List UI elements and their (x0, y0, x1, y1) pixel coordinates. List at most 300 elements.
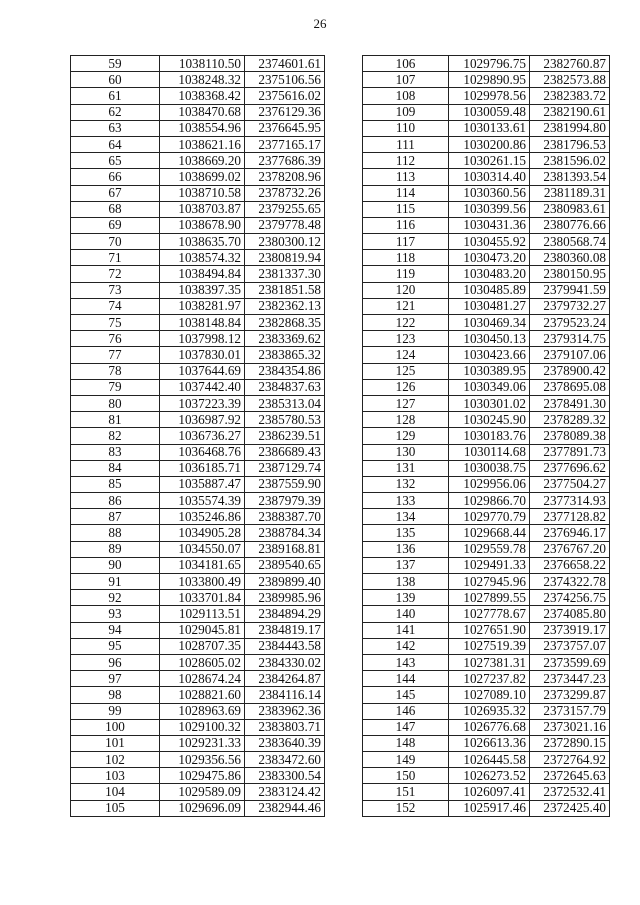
y-coordinate-cell: 2373021.16 (530, 719, 610, 735)
y-coordinate-cell: 2382760.87 (530, 56, 610, 72)
table-row (71, 136, 325, 152)
x-coordinate-cell: 1030431.36 (449, 217, 530, 233)
x-coordinate-cell: 1029668.44 (449, 525, 530, 541)
y-coordinate-cell: 2383472.60 (245, 752, 325, 768)
point-number-cell: 119 (363, 266, 449, 282)
point-number-cell: 101 (71, 735, 160, 751)
point-number-cell: 126 (363, 379, 449, 395)
y-coordinate-cell: 2383640.39 (245, 735, 325, 751)
x-coordinate-cell: 1030469.34 (449, 315, 530, 331)
y-coordinate-cell: 2380776.66 (530, 217, 610, 233)
x-coordinate-cell: 1034550.07 (160, 541, 245, 557)
table-row (363, 525, 610, 541)
x-coordinate-cell: 1037644.69 (160, 363, 245, 379)
x-coordinate-cell: 1027237.82 (449, 671, 530, 687)
point-number-cell: 78 (71, 363, 160, 379)
table-row (71, 169, 325, 185)
x-coordinate-cell: 1030423.66 (449, 347, 530, 363)
x-coordinate-cell: 1029589.09 (160, 784, 245, 800)
point-number-cell: 127 (363, 395, 449, 411)
x-coordinate-cell: 1038699.02 (160, 169, 245, 185)
point-number-cell: 114 (363, 185, 449, 201)
table-row (71, 784, 325, 800)
point-number-cell: 135 (363, 525, 449, 541)
y-coordinate-cell: 2383124.42 (245, 784, 325, 800)
point-number-cell: 61 (71, 88, 160, 104)
table-row (363, 395, 610, 411)
table-row (363, 315, 610, 331)
y-coordinate-cell: 2381337.30 (245, 266, 325, 282)
table-row (363, 590, 610, 606)
y-coordinate-cell: 2384354.86 (245, 363, 325, 379)
x-coordinate-cell: 1035574.39 (160, 493, 245, 509)
x-coordinate-cell: 1030301.02 (449, 395, 530, 411)
point-number-cell: 134 (363, 509, 449, 525)
point-number-cell: 122 (363, 315, 449, 331)
x-coordinate-cell: 1037998.12 (160, 331, 245, 347)
y-coordinate-cell: 2378491.30 (530, 395, 610, 411)
point-number-cell: 71 (71, 250, 160, 266)
table-row (71, 282, 325, 298)
table-row (71, 460, 325, 476)
x-coordinate-cell: 1030133.61 (449, 120, 530, 136)
y-coordinate-cell: 2382868.35 (245, 315, 325, 331)
y-coordinate-cell: 2374601.61 (245, 56, 325, 72)
coordinates-table-right (362, 55, 610, 817)
y-coordinate-cell: 2384837.63 (245, 379, 325, 395)
y-coordinate-cell: 2384116.14 (245, 687, 325, 703)
table-row (363, 412, 610, 428)
y-coordinate-cell: 2383803.71 (245, 719, 325, 735)
point-number-cell: 147 (363, 719, 449, 735)
table-row (71, 234, 325, 250)
table-row (363, 476, 610, 492)
point-number-cell: 73 (71, 282, 160, 298)
table-row (363, 703, 610, 719)
x-coordinate-cell: 1037830.01 (160, 347, 245, 363)
x-coordinate-cell: 1030349.06 (449, 379, 530, 395)
y-coordinate-cell: 2373447.23 (530, 671, 610, 687)
x-coordinate-cell: 1037442.40 (160, 379, 245, 395)
y-coordinate-cell: 2377314.93 (530, 493, 610, 509)
table-row (71, 250, 325, 266)
table-row (71, 476, 325, 492)
x-coordinate-cell: 1026445.58 (449, 752, 530, 768)
y-coordinate-cell: 2377128.82 (530, 509, 610, 525)
point-number-cell: 116 (363, 217, 449, 233)
x-coordinate-cell: 1030389.95 (449, 363, 530, 379)
x-coordinate-cell: 1029890.95 (449, 72, 530, 88)
x-coordinate-cell: 1038554.96 (160, 120, 245, 136)
x-coordinate-cell: 1034181.65 (160, 557, 245, 573)
x-coordinate-cell: 1027778.67 (449, 606, 530, 622)
x-coordinate-cell: 1029231.33 (160, 735, 245, 751)
point-number-cell: 103 (71, 768, 160, 784)
table-row (71, 541, 325, 557)
y-coordinate-cell: 2375106.56 (245, 72, 325, 88)
point-number-cell: 99 (71, 703, 160, 719)
point-number-cell: 115 (363, 201, 449, 217)
table-row (71, 153, 325, 169)
point-number-cell: 143 (363, 654, 449, 670)
y-coordinate-cell: 2380150.95 (530, 266, 610, 282)
y-coordinate-cell: 2388784.34 (245, 525, 325, 541)
point-number-cell: 59 (71, 56, 160, 72)
x-coordinate-cell: 1036987.92 (160, 412, 245, 428)
table-row (71, 185, 325, 201)
table-row (71, 654, 325, 670)
point-number-cell: 67 (71, 185, 160, 201)
point-number-cell: 111 (363, 136, 449, 152)
y-coordinate-cell: 2379523.24 (530, 315, 610, 331)
x-coordinate-cell: 1038397.35 (160, 282, 245, 298)
point-number-cell: 60 (71, 72, 160, 88)
point-number-cell: 112 (363, 153, 449, 169)
x-coordinate-cell: 1030481.27 (449, 298, 530, 314)
point-number-cell: 151 (363, 784, 449, 800)
point-number-cell: 128 (363, 412, 449, 428)
x-coordinate-cell: 1033701.84 (160, 590, 245, 606)
x-coordinate-cell: 1035887.47 (160, 476, 245, 492)
table-row (71, 735, 325, 751)
point-number-cell: 86 (71, 493, 160, 509)
table-row (71, 201, 325, 217)
table-row (363, 800, 610, 816)
table-row (363, 557, 610, 573)
y-coordinate-cell: 2389540.65 (245, 557, 325, 573)
y-coordinate-cell: 2382573.88 (530, 72, 610, 88)
point-number-cell: 70 (71, 234, 160, 250)
table-row (71, 719, 325, 735)
point-number-cell: 136 (363, 541, 449, 557)
x-coordinate-cell: 1030483.20 (449, 266, 530, 282)
table-row (71, 574, 325, 590)
table-row (363, 428, 610, 444)
point-number-cell: 133 (363, 493, 449, 509)
x-coordinate-cell: 1034905.28 (160, 525, 245, 541)
table-row (363, 298, 610, 314)
table-row (71, 752, 325, 768)
x-coordinate-cell: 1030245.90 (449, 412, 530, 428)
y-coordinate-cell: 2384443.58 (245, 638, 325, 654)
table-row (363, 654, 610, 670)
x-coordinate-cell: 1030360.56 (449, 185, 530, 201)
x-coordinate-cell: 1038281.97 (160, 298, 245, 314)
y-coordinate-cell: 2387559.90 (245, 476, 325, 492)
table-row (71, 671, 325, 687)
y-coordinate-cell: 2372425.40 (530, 800, 610, 816)
point-number-cell: 64 (71, 136, 160, 152)
y-coordinate-cell: 2383300.54 (245, 768, 325, 784)
y-coordinate-cell: 2380568.74 (530, 234, 610, 250)
x-coordinate-cell: 1030399.56 (449, 201, 530, 217)
table-row (71, 638, 325, 654)
y-coordinate-cell: 2378289.32 (530, 412, 610, 428)
x-coordinate-cell: 1029696.09 (160, 800, 245, 816)
point-number-cell: 117 (363, 234, 449, 250)
table-row (363, 266, 610, 282)
y-coordinate-cell: 2380300.12 (245, 234, 325, 250)
point-number-cell: 137 (363, 557, 449, 573)
table-row (71, 412, 325, 428)
x-coordinate-cell: 1029356.56 (160, 752, 245, 768)
x-coordinate-cell: 1033800.49 (160, 574, 245, 590)
point-number-cell: 129 (363, 428, 449, 444)
table-row (71, 703, 325, 719)
x-coordinate-cell: 1028707.35 (160, 638, 245, 654)
x-coordinate-cell: 1036468.76 (160, 444, 245, 460)
table-row (71, 379, 325, 395)
point-number-cell: 65 (71, 153, 160, 169)
y-coordinate-cell: 2383865.32 (245, 347, 325, 363)
point-number-cell: 113 (363, 169, 449, 185)
table-row (71, 72, 325, 88)
point-number-cell: 82 (71, 428, 160, 444)
table-row (71, 525, 325, 541)
x-coordinate-cell: 1030114.68 (449, 444, 530, 460)
y-coordinate-cell: 2384330.02 (245, 654, 325, 670)
point-number-cell: 79 (71, 379, 160, 395)
y-coordinate-cell: 2379314.75 (530, 331, 610, 347)
table-row (363, 185, 610, 201)
y-coordinate-cell: 2381393.54 (530, 169, 610, 185)
table-row (363, 460, 610, 476)
table-row (71, 687, 325, 703)
x-coordinate-cell: 1030261.15 (449, 153, 530, 169)
table-row (71, 347, 325, 363)
y-coordinate-cell: 2385313.04 (245, 395, 325, 411)
table-row (363, 331, 610, 347)
point-number-cell: 150 (363, 768, 449, 784)
table-row (363, 671, 610, 687)
table-row (71, 493, 325, 509)
table-row (363, 88, 610, 104)
y-coordinate-cell: 2381189.31 (530, 185, 610, 201)
table-row (71, 298, 325, 314)
table-row (363, 282, 610, 298)
y-coordinate-cell: 2386239.51 (245, 428, 325, 444)
point-number-cell: 80 (71, 395, 160, 411)
table-row (363, 72, 610, 88)
table-row (363, 234, 610, 250)
y-coordinate-cell: 2387129.74 (245, 460, 325, 476)
x-coordinate-cell: 1029770.79 (449, 509, 530, 525)
table-row (71, 331, 325, 347)
point-number-cell: 98 (71, 687, 160, 703)
point-number-cell: 76 (71, 331, 160, 347)
y-coordinate-cell: 2377504.27 (530, 476, 610, 492)
table-row (363, 153, 610, 169)
y-coordinate-cell: 2380983.61 (530, 201, 610, 217)
x-coordinate-cell: 1029491.33 (449, 557, 530, 573)
point-number-cell: 123 (363, 331, 449, 347)
table-row (363, 347, 610, 363)
point-number-cell: 63 (71, 120, 160, 136)
table-row (71, 217, 325, 233)
point-number-cell: 89 (71, 541, 160, 557)
point-number-cell: 108 (363, 88, 449, 104)
point-number-cell: 68 (71, 201, 160, 217)
point-number-cell: 144 (363, 671, 449, 687)
y-coordinate-cell: 2382190.61 (530, 104, 610, 120)
x-coordinate-cell: 1029956.06 (449, 476, 530, 492)
table-row (363, 509, 610, 525)
y-coordinate-cell: 2378900.42 (530, 363, 610, 379)
table-row (363, 444, 610, 460)
point-number-cell: 83 (71, 444, 160, 460)
y-coordinate-cell: 2373599.69 (530, 654, 610, 670)
table-row (363, 574, 610, 590)
y-coordinate-cell: 2376645.95 (245, 120, 325, 136)
point-number-cell: 62 (71, 104, 160, 120)
y-coordinate-cell: 2378208.96 (245, 169, 325, 185)
point-number-cell: 145 (363, 687, 449, 703)
table-row (363, 541, 610, 557)
point-number-cell: 95 (71, 638, 160, 654)
y-coordinate-cell: 2388387.70 (245, 509, 325, 525)
x-coordinate-cell: 1038669.20 (160, 153, 245, 169)
x-coordinate-cell: 1028605.02 (160, 654, 245, 670)
table-row (363, 768, 610, 784)
y-coordinate-cell: 2380819.94 (245, 250, 325, 266)
y-coordinate-cell: 2376658.22 (530, 557, 610, 573)
point-number-cell: 148 (363, 735, 449, 751)
y-coordinate-cell: 2377165.17 (245, 136, 325, 152)
point-number-cell: 87 (71, 509, 160, 525)
y-coordinate-cell: 2381851.58 (245, 282, 325, 298)
point-number-cell: 100 (71, 719, 160, 735)
x-coordinate-cell: 1025917.46 (449, 800, 530, 816)
x-coordinate-cell: 1030450.13 (449, 331, 530, 347)
table-row (71, 120, 325, 136)
y-coordinate-cell: 2382362.13 (245, 298, 325, 314)
x-coordinate-cell: 1030473.20 (449, 250, 530, 266)
x-coordinate-cell: 1038248.32 (160, 72, 245, 88)
y-coordinate-cell: 2379778.48 (245, 217, 325, 233)
x-coordinate-cell: 1029559.78 (449, 541, 530, 557)
y-coordinate-cell: 2387979.39 (245, 493, 325, 509)
table-row (363, 719, 610, 735)
y-coordinate-cell: 2378732.26 (245, 185, 325, 201)
y-coordinate-cell: 2389899.40 (245, 574, 325, 590)
y-coordinate-cell: 2384894.29 (245, 606, 325, 622)
y-coordinate-cell: 2377696.62 (530, 460, 610, 476)
y-coordinate-cell: 2376767.20 (530, 541, 610, 557)
x-coordinate-cell: 1038368.42 (160, 88, 245, 104)
x-coordinate-cell: 1036185.71 (160, 460, 245, 476)
x-coordinate-cell: 1029796.75 (449, 56, 530, 72)
point-number-cell: 109 (363, 104, 449, 120)
y-coordinate-cell: 2379732.27 (530, 298, 610, 314)
table-row (363, 752, 610, 768)
y-coordinate-cell: 2378695.08 (530, 379, 610, 395)
y-coordinate-cell: 2384819.17 (245, 622, 325, 638)
x-coordinate-cell: 1026613.36 (449, 735, 530, 751)
point-number-cell: 141 (363, 622, 449, 638)
point-number-cell: 152 (363, 800, 449, 816)
x-coordinate-cell: 1026935.32 (449, 703, 530, 719)
table-row (71, 622, 325, 638)
x-coordinate-cell: 1030183.76 (449, 428, 530, 444)
table-row (71, 363, 325, 379)
point-number-cell: 130 (363, 444, 449, 460)
table-row (363, 638, 610, 654)
table-row (363, 606, 610, 622)
table-row (363, 56, 610, 72)
x-coordinate-cell: 1030038.75 (449, 460, 530, 476)
x-coordinate-cell: 1038574.32 (160, 250, 245, 266)
y-coordinate-cell: 2383369.62 (245, 331, 325, 347)
x-coordinate-cell: 1036736.27 (160, 428, 245, 444)
x-coordinate-cell: 1030059.48 (449, 104, 530, 120)
x-coordinate-cell: 1038621.16 (160, 136, 245, 152)
x-coordinate-cell: 1030200.86 (449, 136, 530, 152)
table-row (363, 169, 610, 185)
table-row (71, 768, 325, 784)
x-coordinate-cell: 1029475.86 (160, 768, 245, 784)
x-coordinate-cell: 1038678.90 (160, 217, 245, 233)
point-number-cell: 146 (363, 703, 449, 719)
point-number-cell: 120 (363, 282, 449, 298)
y-coordinate-cell: 2374256.75 (530, 590, 610, 606)
point-number-cell: 94 (71, 622, 160, 638)
y-coordinate-cell: 2374085.80 (530, 606, 610, 622)
point-number-cell: 92 (71, 590, 160, 606)
y-coordinate-cell: 2384264.87 (245, 671, 325, 687)
x-coordinate-cell: 1027945.96 (449, 574, 530, 590)
table-row (363, 622, 610, 638)
table-row (363, 104, 610, 120)
y-coordinate-cell: 2389985.96 (245, 590, 325, 606)
table-row (71, 395, 325, 411)
point-number-cell: 138 (363, 574, 449, 590)
table-row (71, 266, 325, 282)
x-coordinate-cell: 1027381.31 (449, 654, 530, 670)
y-coordinate-cell: 2374322.78 (530, 574, 610, 590)
x-coordinate-cell: 1038110.50 (160, 56, 245, 72)
table-row (71, 315, 325, 331)
point-number-cell: 74 (71, 298, 160, 314)
y-coordinate-cell: 2386689.43 (245, 444, 325, 460)
point-number-cell: 149 (363, 752, 449, 768)
y-coordinate-cell: 2379107.06 (530, 347, 610, 363)
x-coordinate-cell: 1030314.40 (449, 169, 530, 185)
point-number-cell: 69 (71, 217, 160, 233)
point-number-cell: 106 (363, 56, 449, 72)
table-row (71, 557, 325, 573)
y-coordinate-cell: 2377891.73 (530, 444, 610, 460)
x-coordinate-cell: 1038635.70 (160, 234, 245, 250)
x-coordinate-cell: 1028821.60 (160, 687, 245, 703)
table-row (363, 217, 610, 233)
point-number-cell: 91 (71, 574, 160, 590)
y-coordinate-cell: 2373299.87 (530, 687, 610, 703)
x-coordinate-cell: 1028674.24 (160, 671, 245, 687)
x-coordinate-cell: 1029866.70 (449, 493, 530, 509)
point-number-cell: 72 (71, 266, 160, 282)
table-row (363, 363, 610, 379)
table-row (363, 250, 610, 266)
point-number-cell: 96 (71, 654, 160, 670)
point-number-cell: 142 (363, 638, 449, 654)
table-row (363, 201, 610, 217)
point-number-cell: 139 (363, 590, 449, 606)
point-number-cell: 140 (363, 606, 449, 622)
table-row (71, 509, 325, 525)
table-row (363, 784, 610, 800)
y-coordinate-cell: 2373157.79 (530, 703, 610, 719)
point-number-cell: 132 (363, 476, 449, 492)
